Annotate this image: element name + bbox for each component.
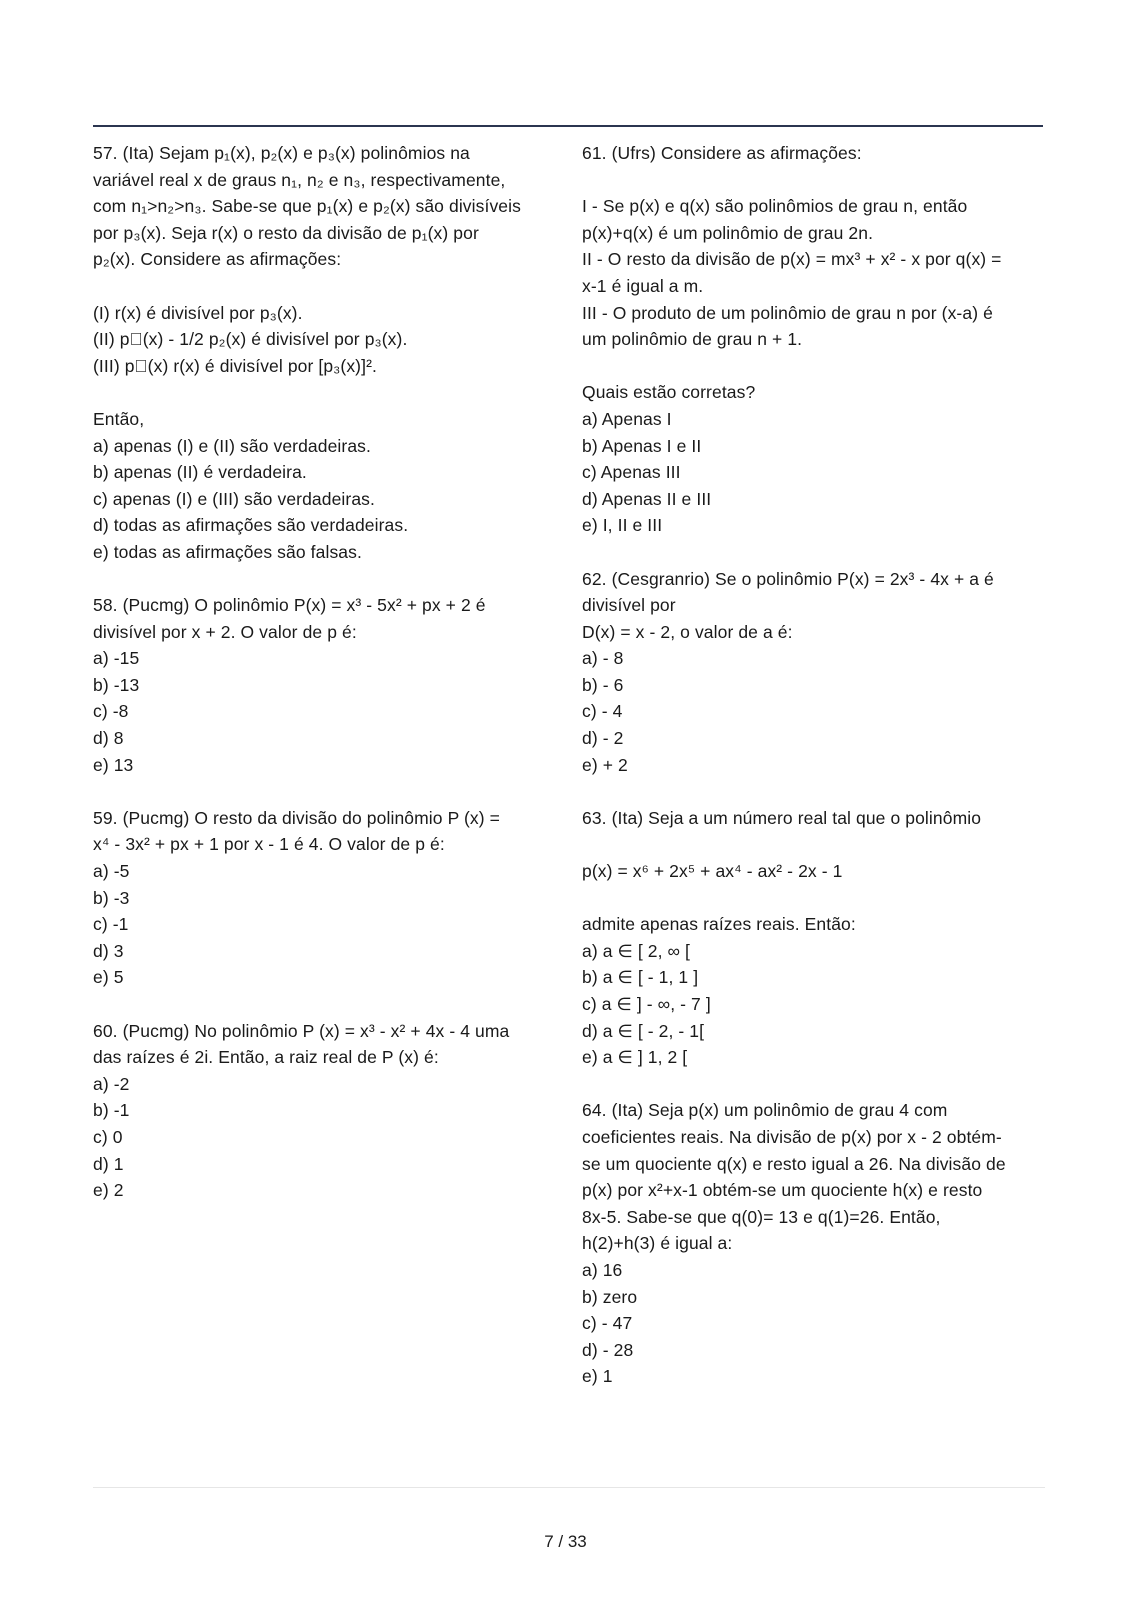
blank-line xyxy=(93,273,563,300)
option-d: d) - 28 xyxy=(582,1339,634,1360)
question-line: divisível por x + 2. O valor de p é: xyxy=(93,621,357,642)
option-e: e) + 2 xyxy=(582,754,628,775)
option-a: a) 16 xyxy=(582,1259,623,1280)
statement-line: I - Se p(x) e q(x) são polinômios de grau n, então xyxy=(582,196,968,217)
question-60 xyxy=(93,1018,563,1204)
question-line: x⁴ - 3x² + px + 1 por x - 1 é 4. O valor de p é: xyxy=(93,834,445,855)
question-59 xyxy=(93,805,563,991)
option-e: e) a ∈ ] 1, 2 [ xyxy=(582,1047,688,1068)
option-c: c) - 47 xyxy=(582,1313,633,1334)
question-58 xyxy=(93,592,563,778)
option-d: d) 3 xyxy=(93,940,124,961)
question-line: p(x) por x²+x-1 obtém-se um quociente h(x) e resto xyxy=(582,1180,983,1201)
question-line: se um quociente q(x) e resto igual a 26. Na divisão de xyxy=(582,1153,1006,1174)
statement-line: x-1 é igual a m. xyxy=(582,275,704,296)
statement-line: (III) p⃞(x) r(x) é divisível por [p₃(x)]². xyxy=(93,355,377,376)
equation-line: p(x) = x⁶ + 2x⁵ + ax⁴ - ax² - 2x - 1 xyxy=(582,861,843,882)
question-line: variável real x de graus n₁, n₂ e n₃, respectivamente, xyxy=(93,169,506,190)
question-line: admite apenas raízes reais. Então: xyxy=(582,914,856,935)
blank-line xyxy=(582,353,1052,380)
option-d: d) - 2 xyxy=(582,728,624,749)
option-e: e) 1 xyxy=(582,1366,613,1387)
option-c: c) 0 xyxy=(93,1126,123,1147)
option-b: b) apenas (II) é verdadeira. xyxy=(93,462,307,483)
option-a: a) -2 xyxy=(93,1073,130,1094)
page-number: 7 / 33 xyxy=(544,1532,587,1551)
option-c: c) a ∈ ] - ∞, - 7 ] xyxy=(582,994,711,1014)
option-d: d) a ∈ [ - 2, - 1[ xyxy=(582,1020,705,1041)
question-line: coeficientes reais. Na divisão de p(x) por x - 2 obtém- xyxy=(582,1126,1002,1147)
question-64 xyxy=(582,1097,1052,1390)
option-b: b) Apenas I e II xyxy=(582,435,702,456)
option-c: c) -1 xyxy=(93,914,129,935)
question-line: 57. (Ita) Sejam p₁(x), p₂(x) e p₃(x) polinômios na xyxy=(93,143,470,163)
option-b: b) -3 xyxy=(93,887,130,908)
question-line: por p₃(x). Seja r(x) o resto da divisão de p₁(x) por xyxy=(93,222,479,243)
question-line: p₂(x). Considere as afirmações: xyxy=(93,249,342,270)
question-line: 58. (Pucmg) O polinômio P(x) = x³ - 5x² + px + 2 é xyxy=(93,595,486,616)
option-b: b) zero xyxy=(582,1286,638,1307)
question-line: D(x) = x - 2, o valor de a é: xyxy=(582,621,793,642)
blank-line xyxy=(582,831,1052,858)
option-b: b) - 6 xyxy=(582,674,624,695)
option-e: e) 5 xyxy=(93,967,124,988)
question-line: com n₁>n₂>n₃. Sabe-se que p₁(x) e p₂(x) são divisíveis xyxy=(93,196,521,217)
option-d: d) Apenas II e III xyxy=(582,488,712,509)
footer-rule xyxy=(93,1487,1045,1488)
option-c: c) Apenas III xyxy=(582,462,681,483)
option-a: a) a ∈ [ 2, ∞ [ xyxy=(582,940,691,961)
left-column xyxy=(93,140,563,1204)
option-a: a) Apenas I xyxy=(582,408,672,429)
option-d: d) 8 xyxy=(93,728,124,749)
question-line: 64. (Ita) Seja p(x) um polinômio de grau 4 com xyxy=(582,1100,948,1121)
blank-line xyxy=(93,379,563,406)
right-column xyxy=(582,140,1052,1390)
statement-line: III - O produto de um polinômio de grau n por (x-a) é xyxy=(582,302,993,323)
option-a: a) -15 xyxy=(93,648,140,669)
option-c: c) - 4 xyxy=(582,701,623,722)
blank-line xyxy=(582,167,1052,194)
option-d: d) todas as afirmações são verdadeiras. xyxy=(93,515,409,536)
question-62 xyxy=(582,566,1052,779)
statement-line: II - O resto da divisão de p(x) = mx³ + x² - x por q(x) = xyxy=(582,249,1002,270)
option-c: c) -8 xyxy=(93,701,129,722)
option-e: e) I, II e III xyxy=(582,515,663,536)
question-line: h(2)+h(3) é igual a: xyxy=(582,1233,733,1254)
statement-line: p(x)+q(x) é um polinômio de grau 2n. xyxy=(582,222,874,243)
question-line: Quais estão corretas? xyxy=(582,382,756,403)
statement-line: (I) r(x) é divisível por p₃(x). xyxy=(93,302,303,323)
question-line: Então, xyxy=(93,408,145,429)
option-a: a) -5 xyxy=(93,861,130,882)
question-line: das raízes é 2i. Então, a raiz real de P (x) é: xyxy=(93,1047,439,1068)
option-b: b) -13 xyxy=(93,674,140,695)
blank-line xyxy=(582,885,1052,912)
option-a: a) - 8 xyxy=(582,648,624,669)
option-d: d) 1 xyxy=(93,1153,124,1174)
question-line: 63. (Ita) Seja a um número real tal que o polinômio xyxy=(582,807,982,828)
question-57 xyxy=(93,140,563,566)
question-line: 8x-5. Sabe-se que q(0)= 13 e q(1)=26. Então, xyxy=(582,1206,941,1227)
header-rule xyxy=(93,125,1043,127)
option-c: c) apenas (I) e (III) são verdadeiras. xyxy=(93,488,375,509)
statement-line: um polinômio de grau n + 1. xyxy=(582,329,803,350)
option-b: b) a ∈ [ - 1, 1 ] xyxy=(582,967,699,988)
question-61 xyxy=(582,140,1052,539)
option-a: a) apenas (I) e (II) são verdadeiras. xyxy=(93,435,371,456)
option-e: e) 13 xyxy=(93,754,134,775)
question-line: 59. (Pucmg) O resto da divisão do polinômio P (x) = xyxy=(93,807,500,828)
option-b: b) -1 xyxy=(93,1100,130,1121)
question-line: divisível por xyxy=(582,595,676,616)
question-line: 62. (Cesgranrio) Se o polinômio P(x) = 2x³ - 4x + a é xyxy=(582,568,994,589)
option-e: e) 2 xyxy=(93,1180,124,1201)
question-line: 61. (Ufrs) Considere as afirmações: xyxy=(582,143,862,163)
question-63 xyxy=(582,805,1052,1071)
statement-line: (II) p⃞(x) - 1/2 p₂(x) é divisível por p₃(x). xyxy=(93,329,408,350)
option-e: e) todas as afirmações são falsas. xyxy=(93,541,362,562)
question-line: 60. (Pucmg) No polinômio P (x) = x³ - x² + 4x - 4 uma xyxy=(93,1020,510,1041)
